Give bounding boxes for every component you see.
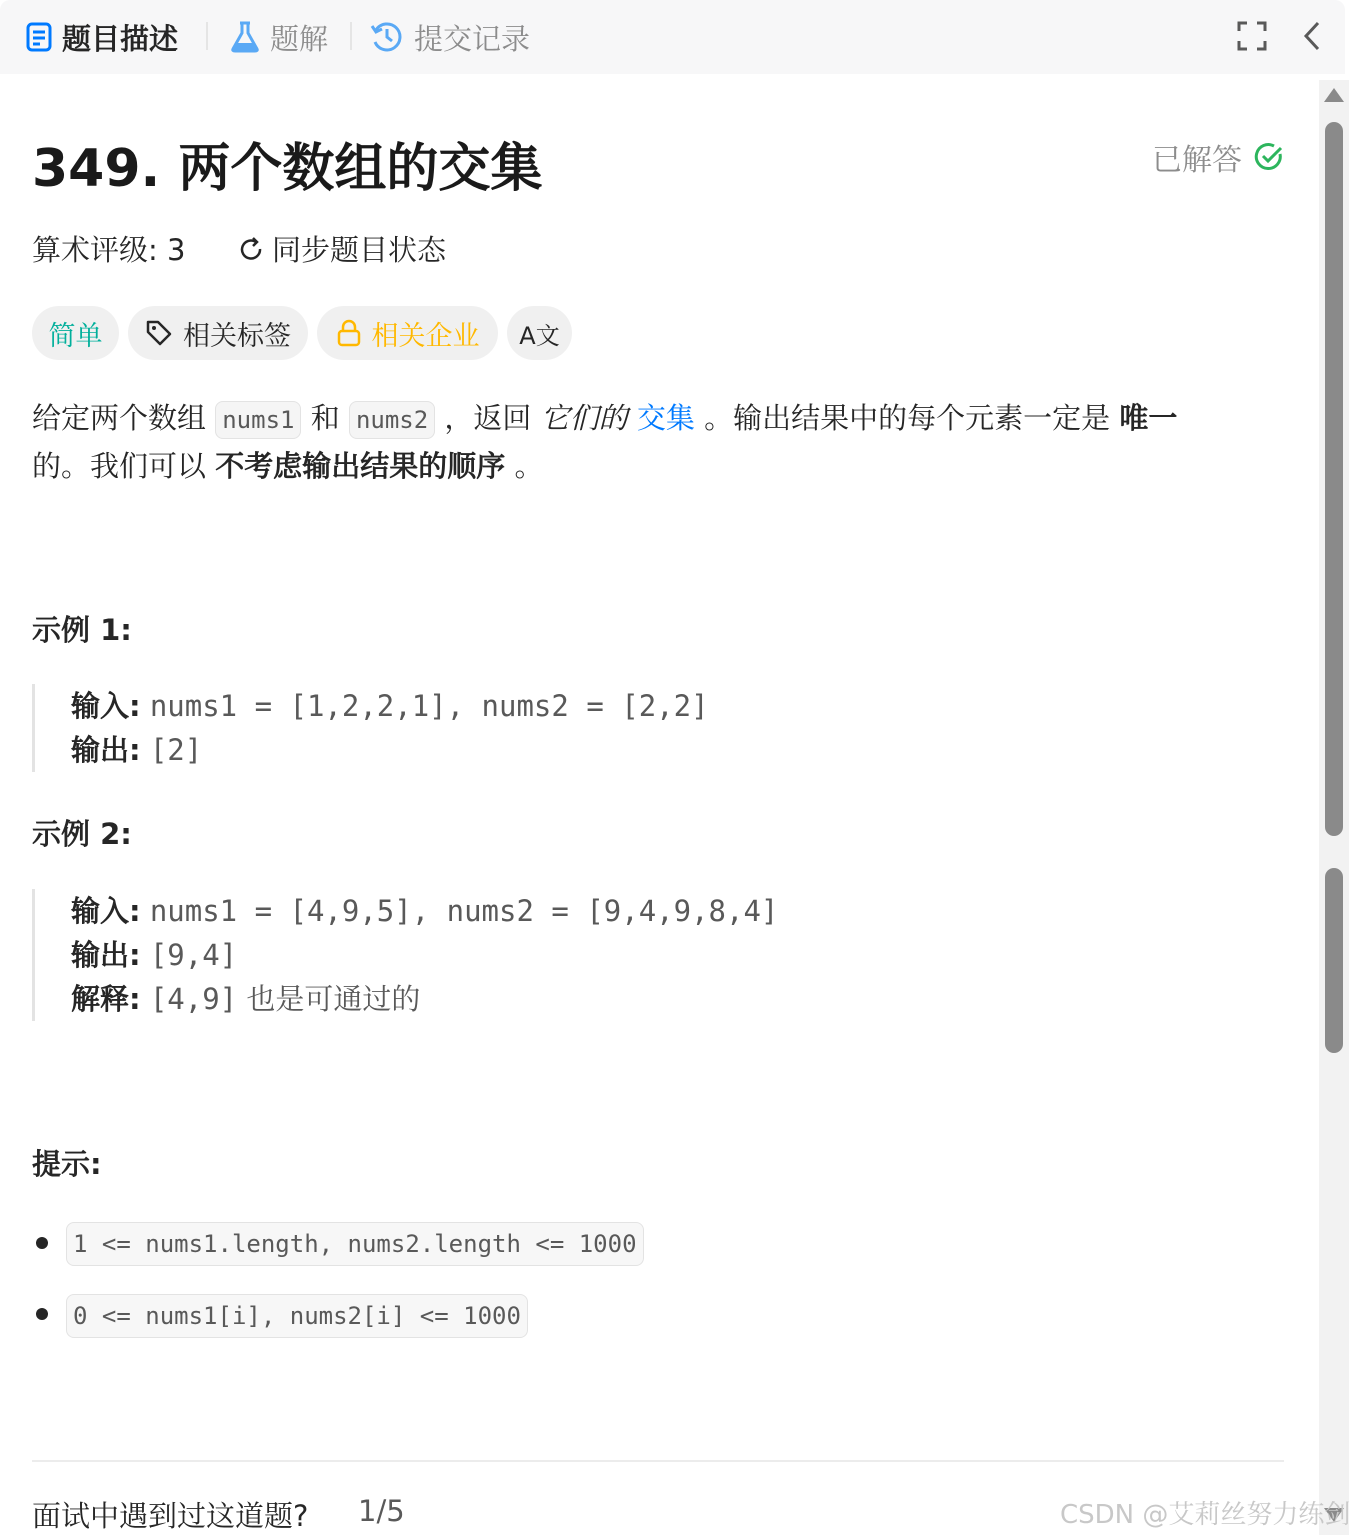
inline-code: nums1 xyxy=(215,401,301,439)
sync-label: 同步题目状态 xyxy=(272,233,447,267)
translate-button[interactable] xyxy=(507,306,572,360)
solved-status xyxy=(1152,135,1284,179)
bullet-icon xyxy=(36,1308,48,1320)
output-value: [9,4] xyxy=(149,938,238,972)
scrollbar-thumb[interactable] xyxy=(1325,122,1343,836)
lock-icon xyxy=(336,319,362,347)
related-companies-button[interactable] xyxy=(317,306,498,360)
output-key: 输出: xyxy=(71,733,141,767)
input-key: 输入: xyxy=(71,689,141,723)
desc-bold: 不考虑输出结果的顺序 xyxy=(215,449,506,483)
sync-status-button[interactable] xyxy=(238,228,446,269)
tab-submissions[interactable] xyxy=(370,14,530,60)
desc-text: 。 xyxy=(514,449,544,483)
collapse-panel-button[interactable] xyxy=(1292,16,1332,56)
check-circle-icon xyxy=(1254,142,1284,172)
interview-question: 面试中遇到过这道题? xyxy=(32,1499,309,1533)
input-value: nums1 = [4,9,5], nums2 = [9,4,9,8,4] xyxy=(149,894,779,928)
tab-divider xyxy=(350,22,352,50)
scrollbar-thumb-secondary[interactable] xyxy=(1325,868,1343,1053)
chevron-left-icon xyxy=(1302,21,1322,51)
related-companies-label: 相关企业 xyxy=(371,320,480,352)
tab-solutions[interactable] xyxy=(230,14,328,60)
example-2-block xyxy=(32,889,1232,1021)
rating-label: 算术评级: 3 xyxy=(32,233,186,267)
refresh-icon xyxy=(238,236,264,262)
desc-text: 给定两个数组 xyxy=(32,401,207,435)
tab-bar xyxy=(0,0,1345,74)
difficulty-tag[interactable]: 简单 xyxy=(32,306,119,360)
tab-divider xyxy=(206,22,208,50)
tab-description[interactable] xyxy=(26,14,178,60)
scroll-up-arrow[interactable] xyxy=(1324,88,1344,102)
example-1-heading: 示例 1: xyxy=(32,613,132,647)
example-2-heading: 示例 2: xyxy=(32,817,132,851)
watermark: CSDN @艾莉丝努力练剑 xyxy=(1060,1500,1351,1530)
inline-code: nums2 xyxy=(349,401,435,439)
solved-label: 已解答 xyxy=(1152,143,1242,178)
flask-icon xyxy=(230,21,260,53)
explain-note: 也是可通过的 xyxy=(246,982,421,1016)
explain-key: 解释: xyxy=(71,982,141,1016)
divider xyxy=(32,1460,1284,1462)
tab-label: 题解 xyxy=(270,21,329,56)
bullet-icon xyxy=(36,1237,48,1249)
output-value: [2] xyxy=(149,733,203,767)
output-key: 输出: xyxy=(71,938,141,972)
tab-label: 提交记录 xyxy=(414,21,531,56)
desc-text: 和 xyxy=(310,401,340,435)
tab-label: 题目描述 xyxy=(62,21,179,56)
hint-item: 0 <= nums1[i], nums2[i] <= 1000 xyxy=(66,1294,528,1338)
document-icon xyxy=(26,22,52,52)
desc-text: 的。我们可以 xyxy=(32,449,207,483)
related-tags-button[interactable] xyxy=(128,306,308,360)
fullscreen-button[interactable] xyxy=(1232,16,1272,56)
problem-title: 349. 两个数组的交集 xyxy=(32,139,543,199)
interview-count: 1/5 xyxy=(358,1494,405,1528)
desc-emphasis: 它们的 xyxy=(540,401,628,435)
desc-text: 。输出结果中的每个元素一定是 xyxy=(704,401,1111,435)
translate-icon: A文 xyxy=(519,321,560,350)
tag-icon xyxy=(145,319,173,347)
problem-description xyxy=(32,395,1262,489)
hints-heading: 提示: xyxy=(32,1147,102,1181)
input-value: nums1 = [1,2,2,1], nums2 = [2,2] xyxy=(149,689,709,723)
fullscreen-icon xyxy=(1237,21,1267,51)
explain-value: [4,9] xyxy=(149,982,238,1016)
history-icon xyxy=(370,20,404,54)
desc-text: ，返回 xyxy=(444,401,532,435)
hint-item: 1 <= nums1.length, nums2.length <= 1000 xyxy=(66,1222,644,1266)
intersection-link[interactable]: 交集 xyxy=(636,401,695,435)
related-tags-label: 相关标签 xyxy=(183,320,291,352)
example-1-block xyxy=(32,684,1232,772)
desc-bold: 唯一 xyxy=(1119,401,1178,435)
input-key: 输入: xyxy=(71,894,141,928)
